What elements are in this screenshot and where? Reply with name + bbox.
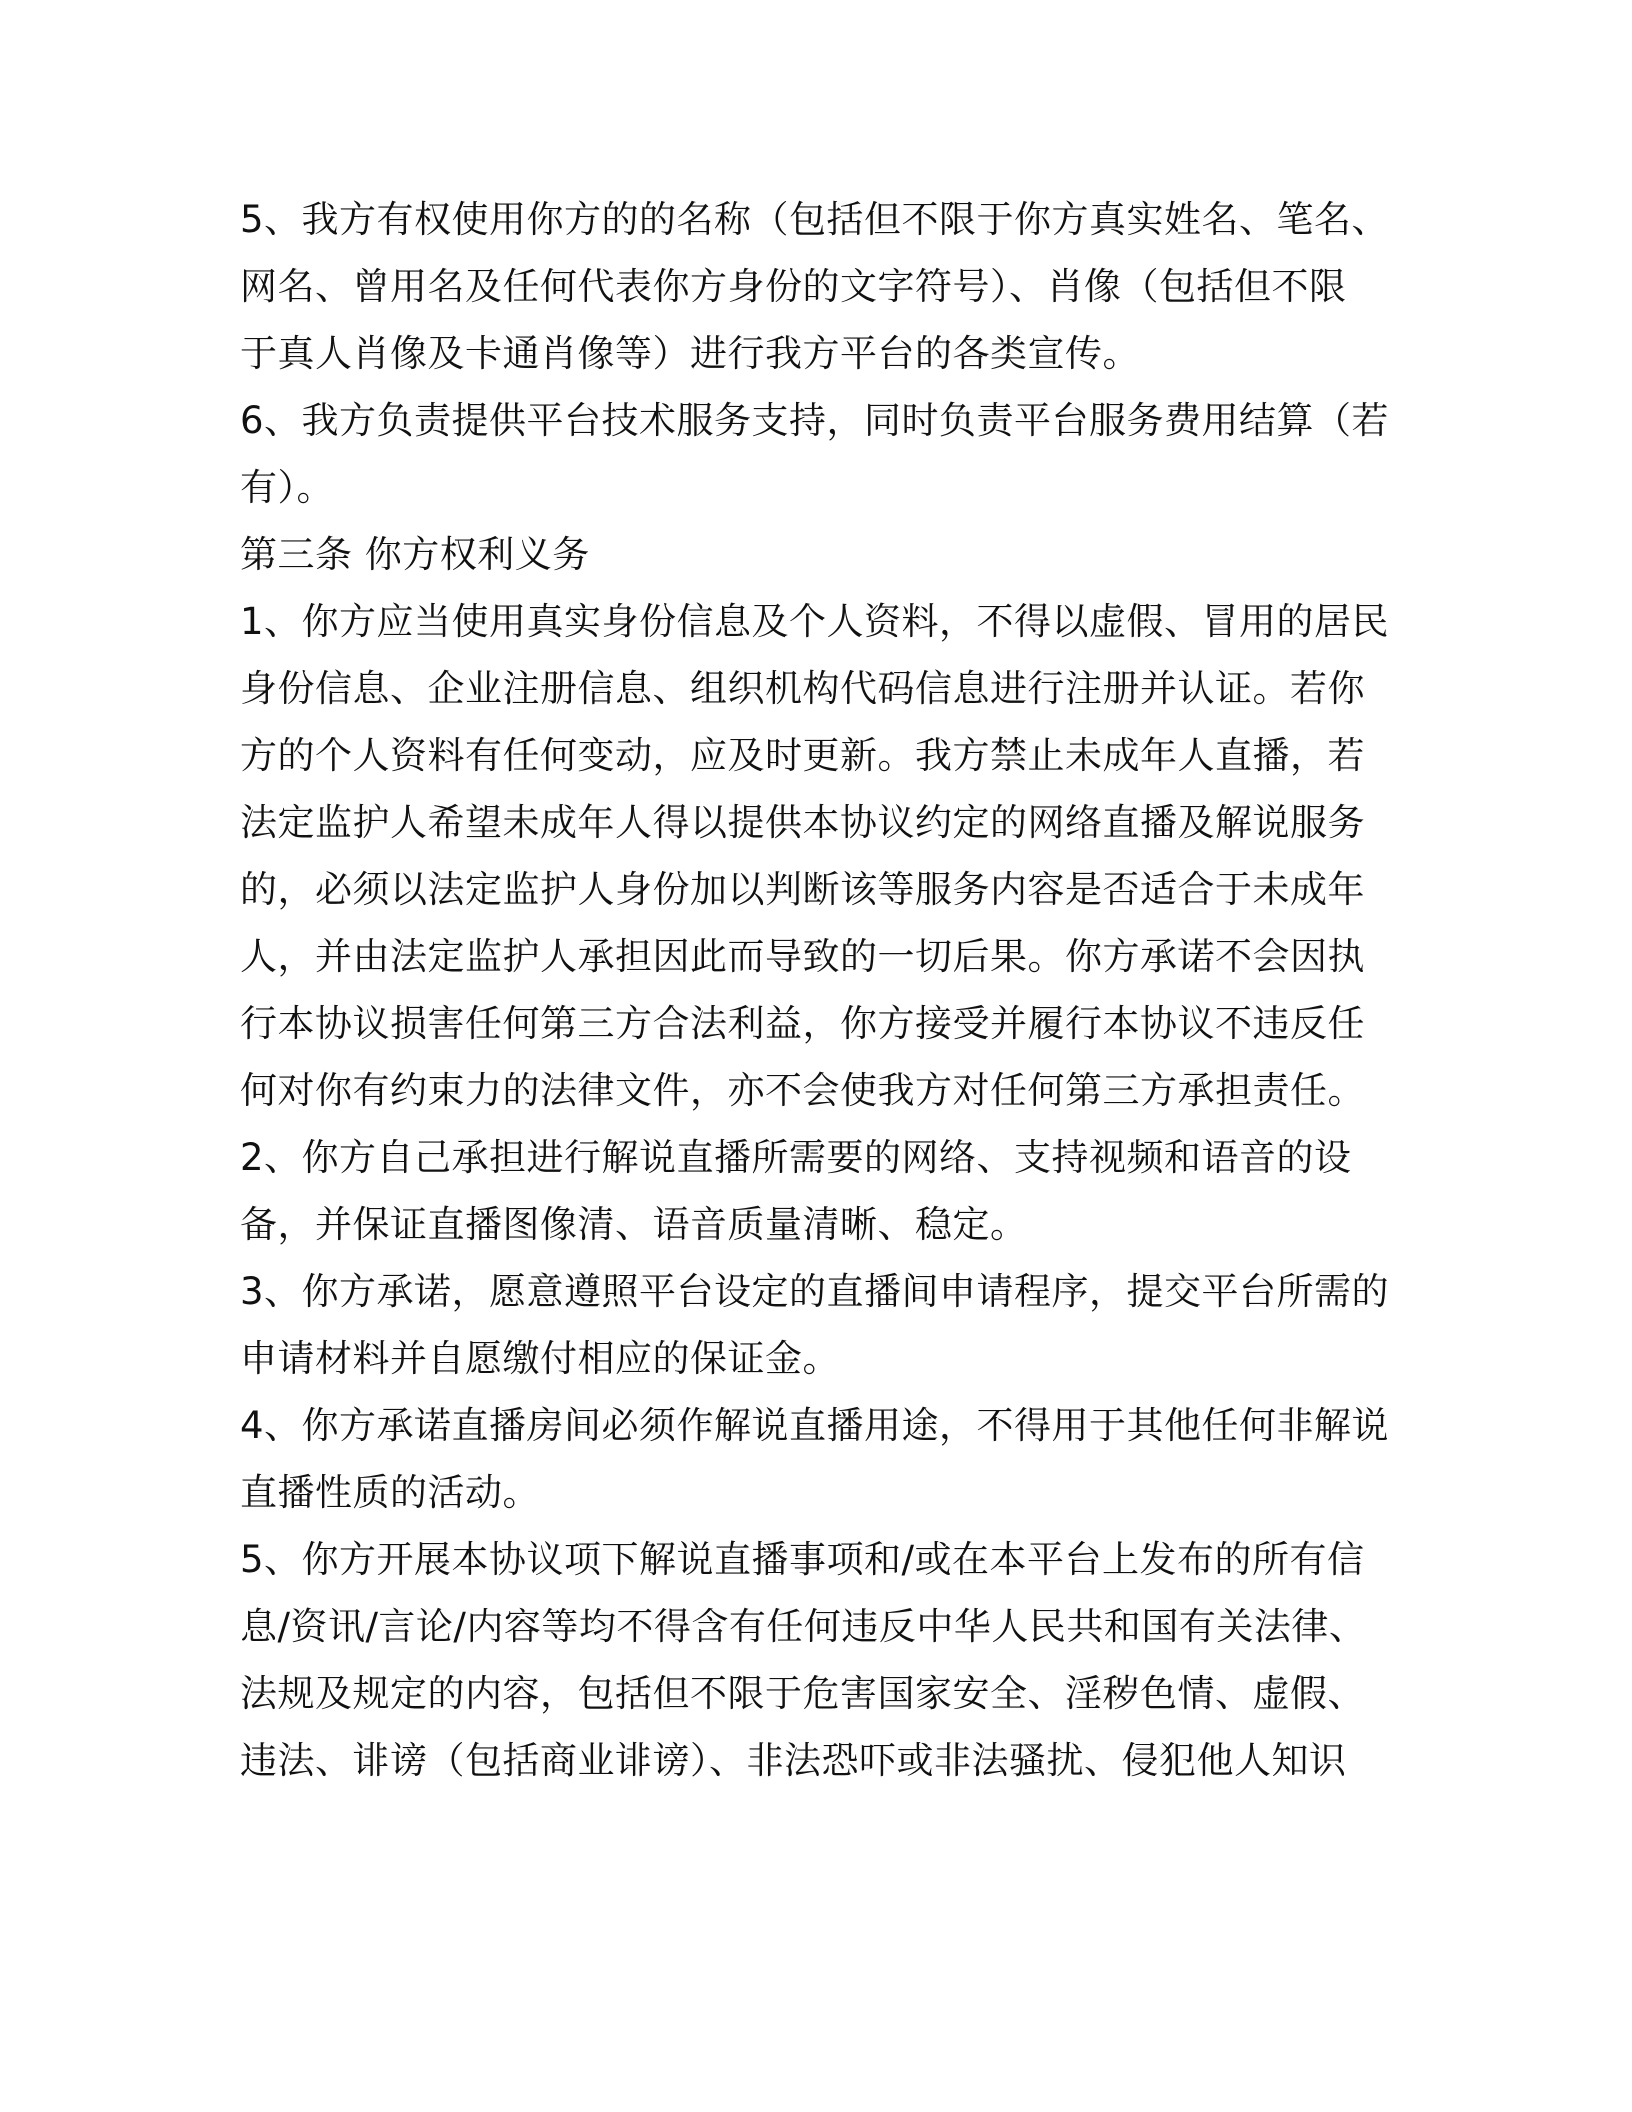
text-line: 申请材料并自愿缴付相应的保证金。 (240, 1337, 840, 1380)
text-line: 备，并保证直播图像清、语音质量清晰、稳定。 (240, 1203, 1028, 1246)
text-line: 于真人肖像及卡通肖像等）进行我方平台的各类宣传。 (240, 332, 1140, 375)
text-line: 人，并由法定监护人承担因此而导致的一切后果。你方承诺不会因执 (240, 935, 1365, 978)
text-line: 网名、曾用名及任何代表你方身份的文字符号）、肖像（包括但不限 (240, 265, 1347, 308)
text-line: 5、我方有权使用你方的的名称（包括但不限于你方真实姓名、笔名、 (240, 198, 1390, 241)
text-line: 行本协议损害任何第三方合法利益，你方接受并履行本协议不违反任 (240, 1002, 1365, 1045)
text-line: 何对你有约束力的法律文件，亦不会使我方对任何第三方承担责任。 (240, 1069, 1365, 1112)
text-line: 有）。 (240, 466, 334, 509)
section-heading: 第三条 你方权利义务 (240, 533, 590, 576)
text-line: 直播性质的活动。 (240, 1471, 540, 1514)
text-line: 法定监护人希望未成年人得以提供本协议约定的网络直播及解说服务 (240, 801, 1365, 844)
text-line: 5、你方开展本协议项下解说直播事项和/或在本平台上发布的所有信 (240, 1538, 1365, 1581)
text-line: 身份信息、企业注册信息、组织机构代码信息进行注册并认证。若你 (240, 667, 1365, 710)
text-line: 6、我方负责提供平台技术服务支持，同时负责平台服务费用结算（若 (240, 399, 1390, 442)
text-line: 违法、诽谤（包括商业诽谤）、非法恐吓或非法骚扰、侵犯他人知识 (240, 1739, 1347, 1782)
text-line: 2、你方自己承担进行解说直播所需要的网络、支持视频和语音的设 (240, 1136, 1352, 1179)
document-body (240, 186, 1390, 1794)
text-line: 3、你方承诺，愿意遵照平台设定的直播间申请程序，提交平台所需的 (240, 1270, 1390, 1313)
text-line: 息/资讯/言论/内容等均不得含有任何违反中华人民共和国有关法律、 (240, 1605, 1367, 1648)
text-line: 方的个人资料有任何变动，应及时更新。我方禁止未成年人直播，若 (240, 734, 1365, 777)
text-line: 法规及规定的内容，包括但不限于危害国家安全、淫秽色情、虚假、 (240, 1672, 1365, 1715)
text-line: 4、你方承诺直播房间必须作解说直播用途，不得用于其他任何非解说 (240, 1404, 1390, 1447)
text-line: 1、你方应当使用真实身份信息及个人资料，不得以虚假、冒用的居民 (240, 600, 1390, 643)
text-line: 的，必须以法定监护人身份加以判断该等服务内容是否适合于未成年 (240, 868, 1365, 911)
